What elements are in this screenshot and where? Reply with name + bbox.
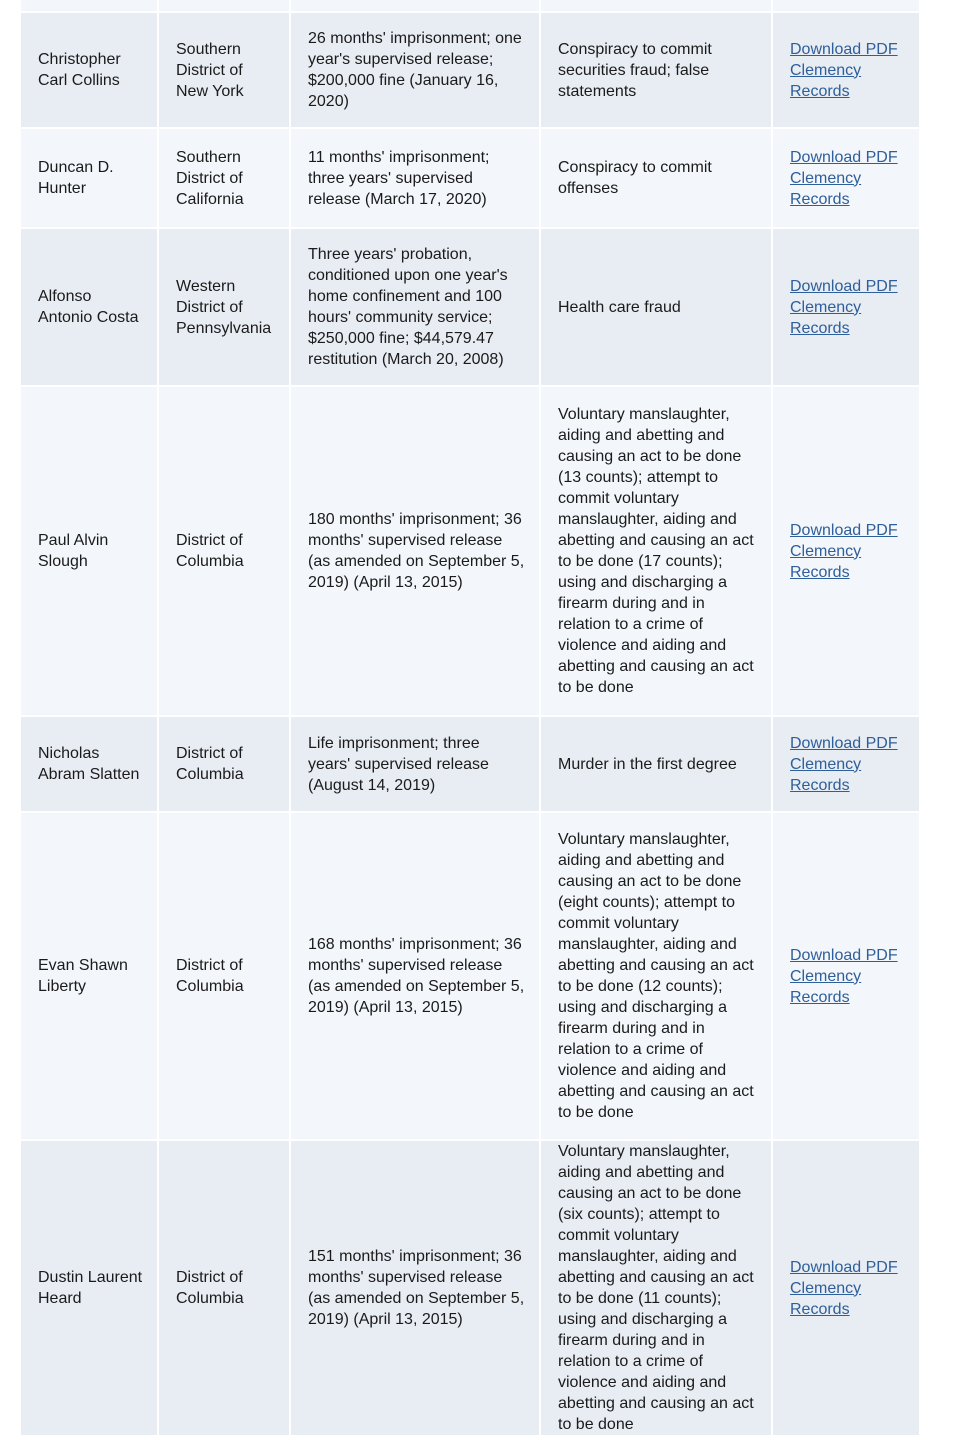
district-cell: District of Columbia [158, 386, 290, 716]
offense-cell: Voluntary manslaughter, aiding and abetting and causing an act to be done (13 counts); attempt to commit voluntary manslaughter, aiding and abetting and causing an act to be done (17 counts); using and discharging a firearm during and in relation to a crime of violence and aiding and abetting and causing an act to be done [540, 386, 772, 716]
name-cell: Evan Shawn Liberty [21, 812, 158, 1140]
download-pdf-link[interactable]: Download PDF Clemency Records [790, 277, 898, 337]
records-cell [772, 228, 919, 386]
district-cell: Southern District of California [158, 128, 290, 228]
download-pdf-link[interactable]: Download PDF Clemency Records [790, 521, 898, 581]
download-pdf-link[interactable]: Download PDF Clemency Records [790, 946, 898, 1006]
sentence-cell: 168 months' imprisonment; 36 months' supervised release (as amended on September 5, 2019) (April 13, 2015) [290, 812, 540, 1140]
name-cell: Paul Alvin Slough [21, 386, 158, 716]
sentence-cell: 180 months' imprisonment; 36 months' supervised release (as amended on September 5, 2019) (April 13, 2015) [290, 386, 540, 716]
offense-cell: Health care fraud [540, 228, 772, 386]
clemency-table-grid [21, 0, 919, 1437]
table-row [21, 12, 919, 128]
records-cell [772, 716, 919, 812]
offense-cell: Conspiracy to commit offenses [540, 128, 772, 228]
table-row [21, 228, 919, 386]
records-cell [772, 386, 919, 716]
sentence-cell: 26 months' imprisonment; one year's supervised release; $200,000 fine (January 16, 2020) [290, 12, 540, 128]
records-cell [772, 1140, 919, 1436]
district-cell: Southern District of New York [158, 12, 290, 128]
name-cell: Duncan D. Hunter [21, 128, 158, 228]
name-cell: Christopher Carl Collins [21, 12, 158, 128]
records-cell [772, 12, 919, 128]
offense-cell: Voluntary manslaughter, aiding and abetting and causing an act to be done (six counts); attempt to commit voluntary manslaughter, aiding and abetting and causing an act to be done (11 counts); using and discharging a firearm during and in relation to a crime of violence and aiding and abetting and causing an act to be done [540, 1140, 772, 1436]
clemency-table [21, 0, 919, 1437]
offense-cell: Voluntary manslaughter, aiding and abetting and causing an act to be done (eight counts); attempt to commit voluntary manslaughter, aiding and abetting and causing an act to be done (12 counts); using and discharging a firearm during and in relation to a crime of violence and aiding and abetting and causing an act to be done [540, 812, 772, 1140]
sentence-cell: Life imprisonment; three years' supervised release (August 14, 2019) [290, 716, 540, 812]
offense-cell: Conspiracy to commit securities fraud; false statements [540, 12, 772, 128]
records-cell [772, 128, 919, 228]
table-row [21, 386, 919, 716]
district-cell: District of Columbia [158, 716, 290, 812]
table-row [21, 716, 919, 812]
download-pdf-link[interactable]: Download PDF Clemency Records [790, 148, 898, 208]
table-row [21, 812, 919, 1140]
offense-cell: Murder in the first degree [540, 716, 772, 812]
download-pdf-link[interactable]: Download PDF Clemency Records [790, 1258, 898, 1318]
sentence-cell: Three years' probation, conditioned upon one year's home confinement and 100 hours' community service; $250,000 fine; $44,579.47 restitution (March 20, 2008) [290, 228, 540, 386]
table-row [21, 1140, 919, 1436]
download-pdf-link[interactable]: Download PDF Clemency Records [790, 734, 898, 794]
download-pdf-link[interactable]: Download PDF Clemency Records [790, 40, 898, 100]
name-cell: Alfonso Antonio Costa [21, 228, 158, 386]
sentence-cell: 11 months' imprisonment; three years' supervised release (March 17, 2020) [290, 128, 540, 228]
name-cell: Nicholas Abram Slatten [21, 716, 158, 812]
table-row [21, 128, 919, 228]
name-cell: Dustin Laurent Heard [21, 1140, 158, 1436]
district-cell: District of Columbia [158, 1140, 290, 1436]
district-cell: District of Columbia [158, 812, 290, 1140]
table-top-strip [21, 0, 919, 12]
sentence-cell: 151 months' imprisonment; 36 months' supervised release (as amended on September 5, 2019) (April 13, 2015) [290, 1140, 540, 1436]
district-cell: Western District of Pennsylvania [158, 228, 290, 386]
records-cell [772, 812, 919, 1140]
